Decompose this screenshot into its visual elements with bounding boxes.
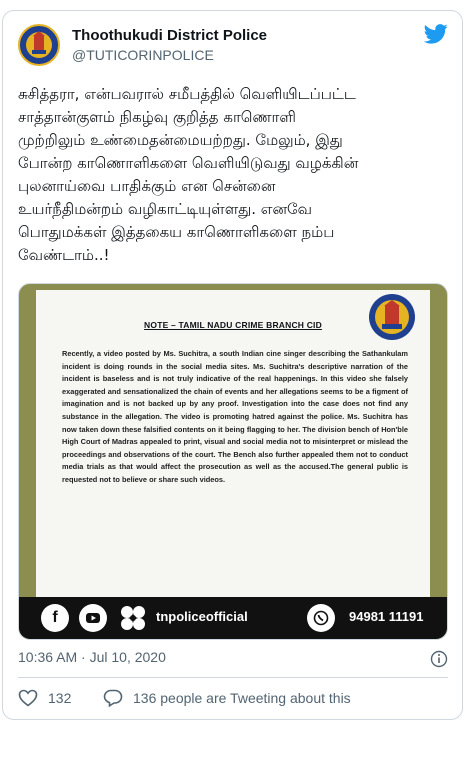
conversation-action[interactable] bbox=[103, 689, 351, 707]
info-icon[interactable] bbox=[430, 650, 448, 668]
author-name[interactable]: Thoothukudi District Police bbox=[72, 27, 268, 44]
tweet-card bbox=[2, 10, 463, 720]
like-count: 132 bbox=[48, 690, 72, 706]
divider bbox=[18, 677, 448, 678]
like-action[interactable] bbox=[18, 689, 71, 707]
footer-phone: 94981 11191 bbox=[349, 609, 424, 624]
facebook-icon: f bbox=[41, 604, 69, 632]
twitter-bird-icon[interactable] bbox=[424, 23, 448, 45]
heart-icon[interactable] bbox=[18, 689, 38, 707]
media-footer-bar bbox=[19, 597, 448, 639]
pinwheel-icon bbox=[119, 604, 147, 632]
notice-body: Recently, a video posted by Ms. Suchitra, a south Indian cine singer describing the Sathankulam incident is doing rounds in the social media sites. Ms. Suchitra's descriptive narration of the incident is baseless and is not truly indicative of the real happenings. In this video she falsely exaggerated and sensationalized the chain of events and her allegations seems to be a figment of imagination and is not backed up by any proof. Investigation into the case does not find any substance in the allegation. The video is promoting hatred against the police. Ms. Suchitra has now taken down these falsified contents on it being flagging to her. The division bench of Hon'ble High Court of Madras appealed to print, visual and social media not to misinterpret or mislead the proceedings and observations of the court. The Bench also further appealed them not to conduct media trials as that would affect the prosecution as well as the accused.The general public is requested not to believe or share such videos. bbox=[62, 349, 408, 484]
notice-document bbox=[36, 290, 430, 597]
tweet-image[interactable] bbox=[18, 283, 448, 640]
notice-title: NOTE – TAMIL NADU CRIME BRANCH CID bbox=[144, 320, 322, 330]
footer-handle: tnpoliceofficial bbox=[156, 609, 248, 624]
police-emblem-icon bbox=[20, 26, 58, 64]
whatsapp-icon bbox=[307, 604, 335, 632]
tweet-text: சுசித்தரா, என்பவரால் சமீபத்தில் வெளியிடப்பட்ட சாத்தான்குளம் நிகழ்வு குறித்த காணொளி முற்றிலும் உண்மைதன்மையற்றது. மேலும், இது போன்ற காணொளிகளை வெளியிடுவது வழக்கின் புலனாய்வை பாதிக்கும் என சென்னை உயர்நீதிமன்றம் வழிகாட்டியுள்ளது. எனவே பொதுமக்கள் இத்தகைய காணொளிகளை நம்ப வேண்டாம்..! bbox=[18, 85, 359, 264]
tweet-timestamp[interactable]: 10:36 AM · Jul 10, 2020 bbox=[18, 649, 166, 665]
conversation-text: 136 people are Tweeting about this bbox=[133, 690, 351, 706]
author-handle[interactable]: @TUTICORINPOLICE bbox=[72, 47, 214, 63]
reply-icon[interactable] bbox=[103, 689, 123, 707]
avatar[interactable] bbox=[18, 24, 60, 66]
tn-police-emblem-icon bbox=[368, 293, 416, 341]
youtube-icon bbox=[79, 604, 107, 632]
